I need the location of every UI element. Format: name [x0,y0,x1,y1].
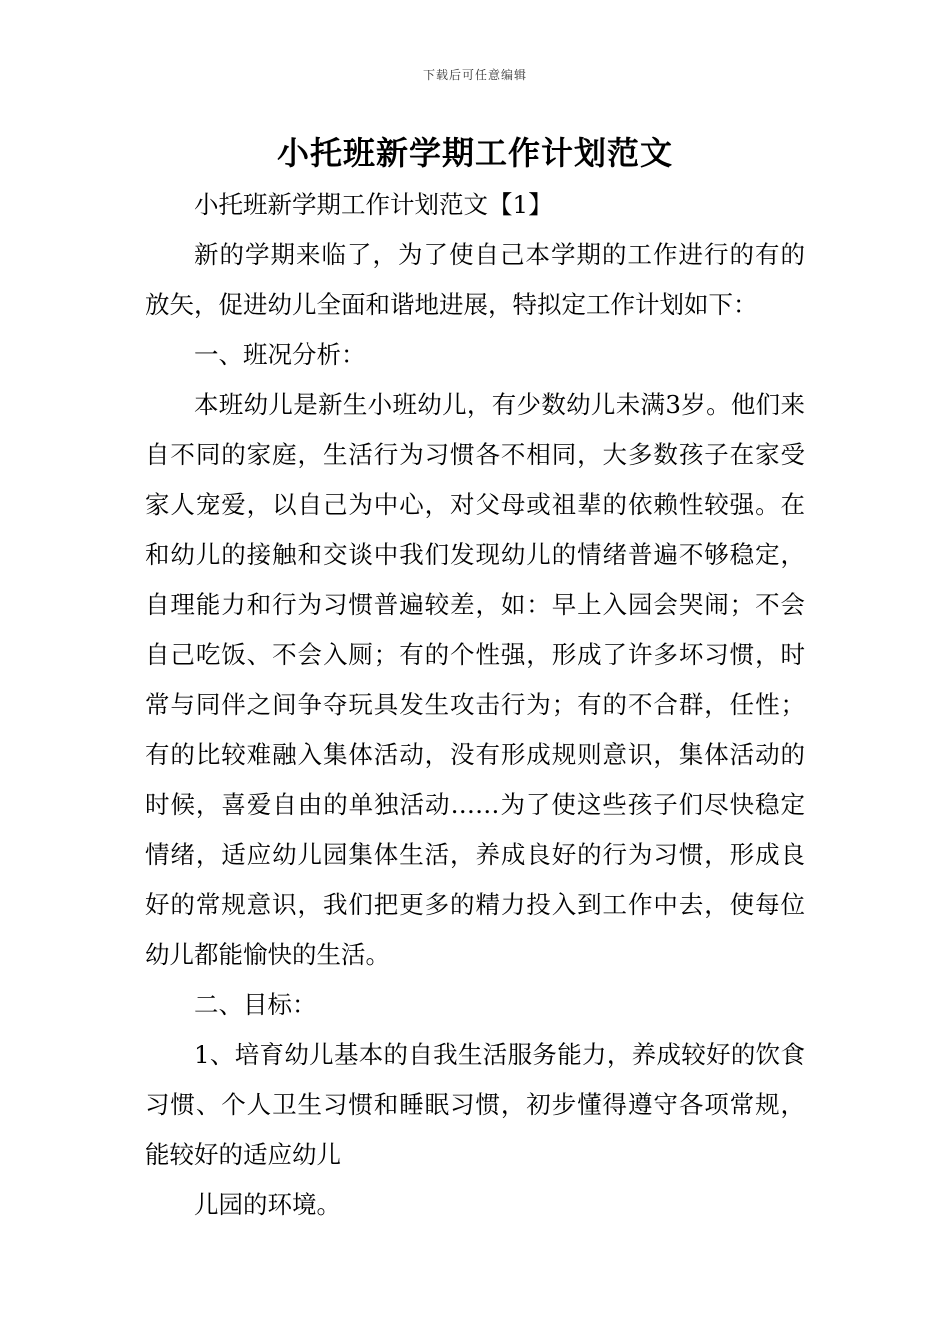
header-note: 下载后可任意编辑 [422,68,527,82]
paragraph-subtitle: 小托班新学期工作计划范文【1】 [194,190,553,219]
section-heading-class-analysis: 一、班况分析： [194,340,366,369]
section-heading-goals: 二、目标： [194,990,317,1019]
paragraph-intro: 新的学期来临了，为了使自己本学期的工作进行的有的放矢，促进幼儿全面和谐地进展，特拟定工作计划如下： [145,240,805,319]
paragraph-goal-1-continued: 儿园的环境。 [194,1190,341,1219]
paragraph-goal-1: 1、培育幼儿基本的自我生活服务能力，养成较好的饮食习惯、个人卫生习惯和睡眠习惯，初步懂得遵守各项常规，能较好的适应幼儿 [145,1040,805,1169]
paragraph-class-analysis: 本班幼儿是新生小班幼儿，有少数幼儿未满3岁。他们来自不同的家庭，生活行为习惯各不相同，大多数孩子在家受家人宠爱，以自己为中心，对父母或祖辈的依赖性较强。在和幼儿的接触和交谈中我们发现幼儿的情绪普遍不够稳定，自理能力和行为习惯普遍较差，如：早上入园会哭闹；不会自己吃饭、不会入厕；有的个性强，形成了许多坏习惯，时常与同伴之间争夺玩具发生攻击行为；有的不合群，任性；有的比较难融入集体活动，没有形成规则意识，集体活动的时候，喜爱自由的单独活动……为了使这些孩子们尽快稳定情绪，适应幼儿园集体生活，养成良好的行为习惯，形成良好的常规意识，我们把更多的精力投入到工作中去，使每位幼儿都能愉快的生活。 [145,390,805,969]
document-body [145,180,805,1230]
document-title: 小托班新学期工作计划范文 [276,134,673,172]
